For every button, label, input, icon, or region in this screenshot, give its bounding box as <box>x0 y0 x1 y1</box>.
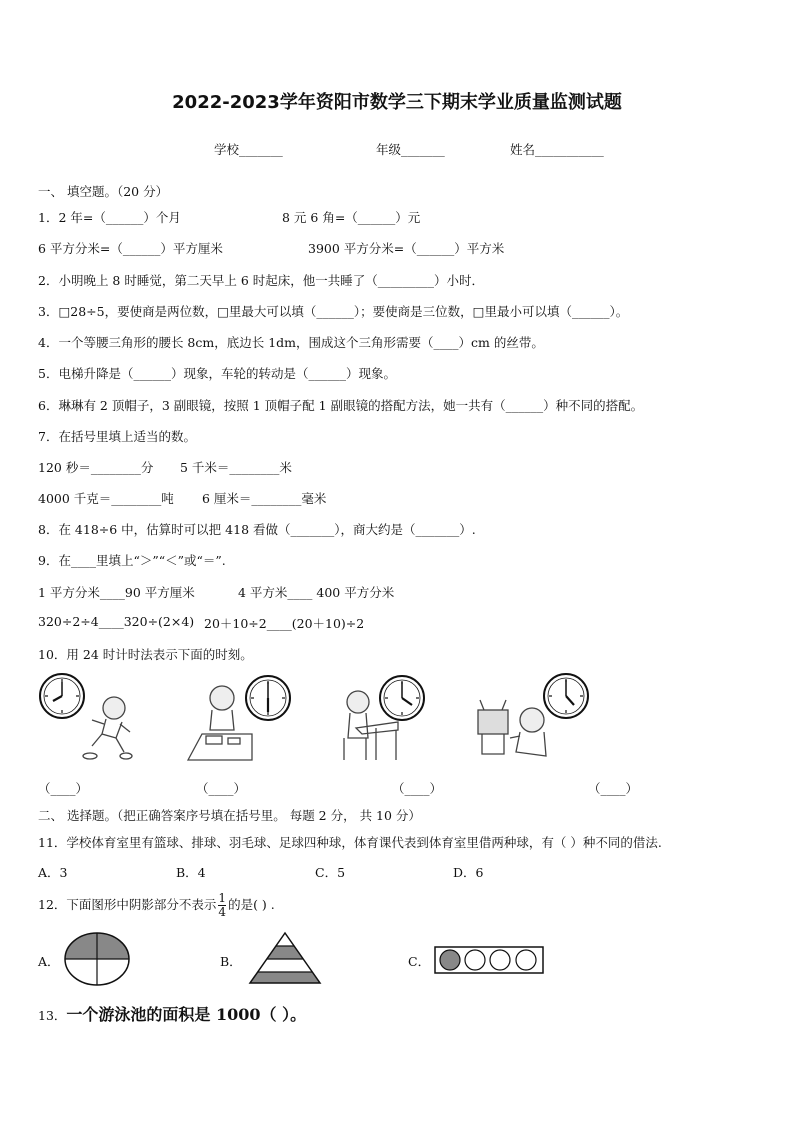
q11-option-b[interactable]: B．4 <box>176 865 206 880</box>
q1-num: 1． <box>38 210 59 225</box>
clock-icon <box>40 674 84 718</box>
one-quarter-fraction <box>218 892 226 919</box>
q10-blank-3[interactable]: （____） <box>392 781 443 796</box>
q12-option-c-label[interactable]: C． <box>408 954 431 969</box>
q10-stem: 10．用 24 时计时法表示下面的时刻。 <box>38 647 253 662</box>
clock-picture-2 <box>184 672 296 764</box>
q9-stem: 9．在____里填上“＞”“＜”或“＝”. <box>38 553 226 568</box>
q12-stem-after: 的是( ) . <box>228 897 275 912</box>
tv-child-icon <box>478 700 546 756</box>
clock-icon <box>544 674 588 718</box>
q7-stem: 7．在括号里填上适当的数。 <box>38 429 196 444</box>
section-2-heading: 二、 选择题。（把正确答案序号填在括号里。 每题 2 分， 共 10 分） <box>38 808 421 823</box>
q11-option-c[interactable]: C．5 <box>315 865 346 880</box>
q12-stem <box>38 892 275 919</box>
q7-b: 5 千米＝________米 <box>180 460 292 475</box>
fraction-numerator: 1 <box>218 891 227 905</box>
clock-icon <box>246 676 290 720</box>
q12-option-b-label[interactable]: B． <box>220 954 242 969</box>
school-field[interactable]: 学校_______ <box>214 142 283 157</box>
desk-child-icon <box>188 686 252 760</box>
q5: 5．电梯升降是（______）现象，车轮的转动是（______）现象。 <box>38 366 396 381</box>
q9-d: 20＋10÷2____(20＋10)÷2 <box>204 616 365 631</box>
q11-option-a[interactable]: A．3 <box>38 865 68 880</box>
q10-blank-4[interactable]: （____） <box>588 781 639 796</box>
q1-c: 6 平方分米=（______）平方厘米 <box>38 241 223 256</box>
q10-blank-1[interactable]: （____） <box>38 781 89 796</box>
q10-blank-2[interactable]: （____） <box>196 781 247 796</box>
grade-field[interactable]: 年级_______ <box>376 142 445 157</box>
q7-c: 4000 千克＝________吨 <box>38 491 174 506</box>
q2: 2．小明晚上 8 时睡觉，第二天早上 6 时起床，他一共睡了（_________）小时． <box>38 273 485 288</box>
clock-picture-4 <box>474 672 594 764</box>
q9-b: 4 平方米____ 400 平方分米 <box>238 585 395 600</box>
page-title: 2022-2023学年资阳市数学三下期末学业质量监测试题 <box>172 92 622 113</box>
q4: 4．一个等腰三角形的腰长 8cm，底边长 1dm，围成这个三角形需要（____）cm 的丝带。 <box>38 335 544 350</box>
q11-stem: 11．学校体育室里有篮球、排球、羽毛球、足球四种球，体育课代表到体育室里借两种球，有（ ）种不同的借法. <box>38 835 662 850</box>
q12-option-a-label[interactable]: A． <box>38 954 60 969</box>
clock-picture-3 <box>336 672 448 764</box>
q12-option-a-circle <box>64 932 130 986</box>
q7-a: 120 秒＝________分 <box>38 460 154 475</box>
name-field[interactable]: 姓名___________ <box>510 142 604 157</box>
section-1-heading: 一、 填空题。（20 分） <box>38 184 169 199</box>
clock-icon <box>380 676 424 720</box>
q9-a: 1 平方分米____90 平方厘米 <box>38 585 195 600</box>
q1-line1 <box>38 208 181 226</box>
fraction-denominator: 4 <box>218 905 227 919</box>
q7-d: 6 厘米＝________毫米 <box>202 491 327 506</box>
q3: 3．□28÷5，要使商是两位数，□里最大可以填（______）；要使商是三位数，□里最小可以填（______）。 <box>38 304 629 319</box>
q1-b: 8 元 6 角=（______）元 <box>282 210 421 225</box>
q1-d: 3900 平方分米=（______）平方米 <box>308 241 505 256</box>
q8: 8．在 418÷6 中，估算时可以把 418 看做（_______），商大约是（_______）. <box>38 522 476 537</box>
q12-stem-before: 12．下面图形中阴影部分不表示 <box>38 897 217 912</box>
q9-c: 320÷2÷4____320÷(2×4) <box>38 614 195 629</box>
clock-picture-1 <box>36 672 136 764</box>
q13-num: 13． <box>38 1008 67 1023</box>
running-child-icon <box>83 697 132 759</box>
q13 <box>38 1002 306 1025</box>
q12-option-c-circles <box>434 946 544 974</box>
q13-text: 一个游泳池的面积是 1000（ ）。 <box>66 1005 307 1024</box>
q11-option-d[interactable]: D．6 <box>453 865 484 880</box>
q12-option-b-triangle <box>248 932 322 984</box>
q1-a: 2 年=（______）个月 <box>58 210 181 225</box>
q6: 6．琳琳有 2 顶帽子，3 副眼镜，按照 1 顶帽子配 1 副眼镜的搭配方法，她一共有（______）种不同的搭配。 <box>38 398 644 413</box>
